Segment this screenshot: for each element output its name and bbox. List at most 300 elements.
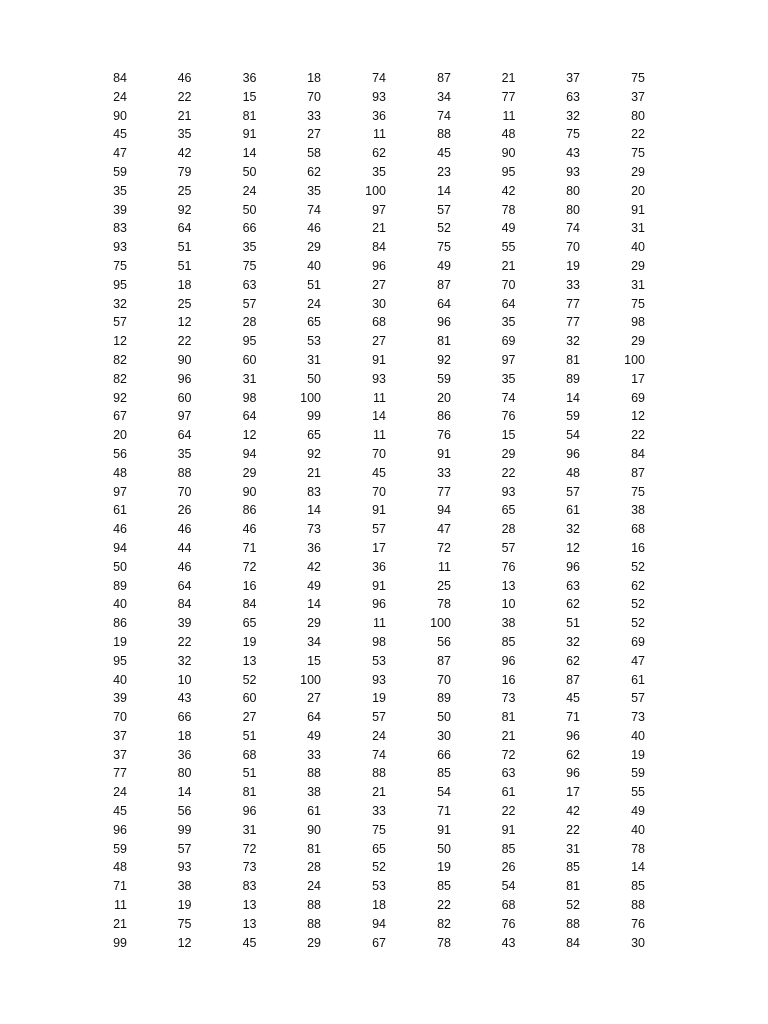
table-cell: 84 <box>242 597 257 612</box>
table-cell: 97 <box>501 352 516 367</box>
table-cell: 10 <box>177 672 192 687</box>
table-cell: 24 <box>307 879 321 894</box>
table-row <box>60 407 660 426</box>
table-cell: 15 <box>501 428 516 443</box>
table-cell: 66 <box>437 747 451 762</box>
table-cell: 93 <box>113 240 127 255</box>
table-cell: 67 <box>372 935 386 950</box>
table-cell: 56 <box>437 634 451 649</box>
table-cell: 57 <box>177 841 192 856</box>
table-cell: 91 <box>437 822 451 837</box>
table-cell: 52 <box>631 616 645 631</box>
table-cell: 69 <box>631 634 645 649</box>
table-cell: 99 <box>177 822 192 837</box>
table-cell: 21 <box>501 71 516 85</box>
table-cell: 21 <box>307 465 321 480</box>
table-cell: 97 <box>177 409 192 424</box>
table-cell: 57 <box>113 315 127 330</box>
table-row <box>60 219 660 238</box>
table-cell: 35 <box>177 446 192 461</box>
table-cell: 76 <box>437 428 451 443</box>
table-cell: 73 <box>631 710 645 725</box>
table-cell: 91 <box>372 352 386 367</box>
table-cell: 51 <box>566 616 580 631</box>
table-cell: 19 <box>242 634 257 649</box>
table-cell: 36 <box>372 108 386 123</box>
table-cell: 68 <box>372 315 386 330</box>
table-cell: 22 <box>631 127 645 142</box>
table-cell: 13 <box>242 653 257 668</box>
table-cell: 74 <box>372 71 386 85</box>
table-cell: 90 <box>113 108 127 123</box>
table-cell: 43 <box>177 691 192 706</box>
table-cell: 36 <box>307 540 321 555</box>
table-cell: 85 <box>501 634 516 649</box>
table-row <box>60 614 660 633</box>
table-cell: 61 <box>307 804 321 819</box>
table-cell: 14 <box>177 785 192 800</box>
table-cell: 88 <box>307 898 321 913</box>
table-cell: 35 <box>307 183 321 198</box>
table-cell: 71 <box>113 879 127 894</box>
table-cell: 66 <box>177 710 192 725</box>
table-row <box>60 708 660 727</box>
table-row <box>60 652 660 671</box>
table-cell: 30 <box>372 296 386 311</box>
table-cell: 76 <box>631 916 645 931</box>
table-cell: 48 <box>566 465 580 480</box>
table-cell: 38 <box>307 785 321 800</box>
table-cell: 18 <box>177 277 192 292</box>
table-cell: 97 <box>113 484 127 499</box>
table-cell: 37 <box>566 71 580 85</box>
table-cell: 27 <box>307 691 321 706</box>
table-cell: 63 <box>566 89 580 104</box>
table-cell: 29 <box>307 616 321 631</box>
table-cell: 88 <box>372 766 386 781</box>
table-cell: 35 <box>501 315 516 330</box>
table-cell: 34 <box>437 89 451 104</box>
table-cell: 52 <box>631 597 645 612</box>
table-row <box>60 877 660 896</box>
table-cell: 91 <box>437 446 451 461</box>
table-cell: 75 <box>113 258 127 273</box>
table-cell: 40 <box>307 258 321 273</box>
table-cell: 100 <box>300 390 321 405</box>
table-cell: 96 <box>372 597 386 612</box>
table-cell: 40 <box>631 240 645 255</box>
table-cell: 29 <box>631 258 645 273</box>
table-cell: 64 <box>437 296 451 311</box>
table-cell: 10 <box>501 597 516 612</box>
table-cell: 16 <box>501 672 516 687</box>
table-cell: 91 <box>372 578 386 593</box>
table-cell: 64 <box>177 428 192 443</box>
table-cell: 21 <box>501 258 516 273</box>
table-cell: 45 <box>372 465 386 480</box>
table-cell: 84 <box>177 597 192 612</box>
table-cell: 80 <box>177 766 192 781</box>
table-cell: 50 <box>307 371 321 386</box>
table-cell: 70 <box>566 240 580 255</box>
table-cell: 74 <box>566 221 580 236</box>
table-cell: 74 <box>501 390 516 405</box>
table-cell: 85 <box>501 841 516 856</box>
table-cell: 29 <box>631 334 645 349</box>
table-cell: 70 <box>372 484 386 499</box>
table-cell: 72 <box>242 559 257 574</box>
table-cell: 88 <box>307 916 321 931</box>
table-cell: 75 <box>631 296 645 311</box>
table-cell: 81 <box>242 785 257 800</box>
table-cell: 14 <box>566 390 580 405</box>
table-cell: 65 <box>242 616 257 631</box>
table-row <box>60 464 660 483</box>
table-cell: 74 <box>372 747 386 762</box>
table-cell: 57 <box>242 296 257 311</box>
table-cell: 69 <box>631 390 645 405</box>
table-cell: 47 <box>631 653 645 668</box>
table-cell: 50 <box>437 841 451 856</box>
table-cell: 96 <box>372 258 386 273</box>
table-cell: 95 <box>501 164 516 179</box>
table-cell: 22 <box>631 428 645 443</box>
table-cell: 61 <box>631 672 645 687</box>
table-cell: 62 <box>566 747 580 762</box>
table-cell: 93 <box>372 371 386 386</box>
table-cell: 93 <box>372 672 386 687</box>
table-row <box>60 125 660 144</box>
table-cell: 27 <box>372 334 386 349</box>
table-cell: 85 <box>437 879 451 894</box>
table-cell: 66 <box>242 221 257 236</box>
table-row <box>60 539 660 558</box>
table-cell: 81 <box>566 352 580 367</box>
table-cell: 11 <box>438 559 451 574</box>
table-cell: 62 <box>566 597 580 612</box>
table-cell: 35 <box>242 240 257 255</box>
table-row <box>60 558 660 577</box>
table-cell: 56 <box>177 804 192 819</box>
table-cell: 83 <box>307 484 321 499</box>
table-cell: 32 <box>566 334 580 349</box>
table-cell: 48 <box>113 860 127 875</box>
table-cell: 15 <box>307 653 321 668</box>
table-cell: 74 <box>307 202 321 217</box>
table-cell: 28 <box>501 522 516 537</box>
table-cell: 61 <box>566 503 580 518</box>
table-row <box>60 633 660 652</box>
table-cell: 93 <box>501 484 516 499</box>
table-cell: 20 <box>631 183 645 198</box>
table-cell: 90 <box>307 822 321 837</box>
table-cell: 14 <box>437 183 451 198</box>
table-row <box>60 577 660 596</box>
table-cell: 19 <box>566 258 580 273</box>
table-cell: 35 <box>372 164 386 179</box>
table-cell: 96 <box>437 315 451 330</box>
table-cell: 92 <box>113 390 127 405</box>
table-cell: 96 <box>177 371 192 386</box>
table-cell: 24 <box>242 183 257 198</box>
table-cell: 59 <box>113 841 127 856</box>
table-cell: 84 <box>631 446 645 461</box>
table-cell: 70 <box>372 446 386 461</box>
table-cell: 14 <box>631 860 645 875</box>
table-cell: 37 <box>113 728 127 743</box>
table-row <box>60 821 660 840</box>
table-cell: 76 <box>501 409 516 424</box>
table-cell: 64 <box>177 221 192 236</box>
table-cell: 22 <box>177 634 192 649</box>
table-cell: 76 <box>501 559 516 574</box>
table-cell: 65 <box>501 503 516 518</box>
table-cell: 46 <box>242 522 257 537</box>
table-cell: 46 <box>177 71 192 85</box>
table-cell: 88 <box>566 916 580 931</box>
table-cell: 57 <box>566 484 580 499</box>
table-row <box>60 313 660 332</box>
table-cell: 52 <box>242 672 257 687</box>
table-cell: 52 <box>372 860 386 875</box>
table-cell: 91 <box>372 503 386 518</box>
table-cell: 26 <box>501 860 516 875</box>
table-row <box>60 727 660 746</box>
table-cell: 40 <box>113 672 127 687</box>
table-cell: 42 <box>501 183 516 198</box>
table-cell: 65 <box>372 841 386 856</box>
table-cell: 89 <box>566 371 580 386</box>
table-cell: 63 <box>242 277 257 292</box>
table-cell: 47 <box>113 146 127 161</box>
table-cell: 35 <box>177 127 192 142</box>
table-cell: 27 <box>372 277 386 292</box>
table-cell: 75 <box>566 127 580 142</box>
table-row <box>60 896 660 915</box>
table-cell: 91 <box>501 822 516 837</box>
table-cell: 80 <box>631 108 645 123</box>
table-cell: 90 <box>177 352 192 367</box>
table-cell: 93 <box>372 89 386 104</box>
table-cell: 18 <box>372 898 386 913</box>
table-cell: 81 <box>437 334 451 349</box>
table-row <box>60 332 660 351</box>
table-cell: 22 <box>501 465 516 480</box>
table-cell: 87 <box>566 672 580 687</box>
table-cell: 72 <box>242 841 257 856</box>
table-row <box>60 764 660 783</box>
table-row <box>60 88 660 107</box>
table-cell: 29 <box>307 240 321 255</box>
table-cell: 59 <box>113 164 127 179</box>
table-cell: 75 <box>437 240 451 255</box>
table-cell: 45 <box>113 804 127 819</box>
table-cell: 91 <box>631 202 645 217</box>
table-cell: 81 <box>242 108 257 123</box>
table-cell: 89 <box>437 691 451 706</box>
table-cell: 77 <box>566 315 580 330</box>
table-cell: 49 <box>437 258 451 273</box>
table-cell: 34 <box>307 634 321 649</box>
table-cell: 32 <box>566 634 580 649</box>
table-cell: 61 <box>501 785 516 800</box>
table-cell: 48 <box>113 465 127 480</box>
table-row <box>60 520 660 539</box>
table-cell: 64 <box>307 710 321 725</box>
table-cell: 50 <box>242 164 257 179</box>
table-cell: 99 <box>307 409 321 424</box>
table-cell: 32 <box>566 108 580 123</box>
table-cell: 93 <box>566 164 580 179</box>
table-cell: 46 <box>177 522 192 537</box>
table-cell: 22 <box>566 822 580 837</box>
table-cell: 12 <box>177 935 192 950</box>
table-row <box>60 389 660 408</box>
table-cell: 29 <box>307 935 321 950</box>
table-cell: 75 <box>631 146 645 161</box>
table-cell: 51 <box>177 240 192 255</box>
table-cell: 28 <box>307 860 321 875</box>
table-cell: 80 <box>566 183 580 198</box>
table-cell: 87 <box>437 71 451 85</box>
table-cell: 86 <box>113 616 127 631</box>
table-cell: 52 <box>631 559 645 574</box>
table-cell: 27 <box>242 710 257 725</box>
table-cell: 57 <box>372 710 386 725</box>
table-cell: 43 <box>501 935 516 950</box>
table-cell: 53 <box>372 653 386 668</box>
table-cell: 83 <box>113 221 127 236</box>
table-cell: 11 <box>502 108 516 123</box>
table-cell: 35 <box>113 183 127 198</box>
table-cell: 78 <box>501 202 516 217</box>
table-cell: 64 <box>242 409 257 424</box>
table-cell: 51 <box>307 277 321 292</box>
table-cell: 14 <box>242 146 257 161</box>
table-cell: 19 <box>631 747 645 762</box>
table-cell: 88 <box>307 766 321 781</box>
table-row <box>60 840 660 859</box>
table-cell: 75 <box>242 258 257 273</box>
table-cell: 31 <box>631 277 645 292</box>
table-cell: 65 <box>307 428 321 443</box>
table-cell: 22 <box>501 804 516 819</box>
table-cell: 25 <box>177 183 192 198</box>
table-cell: 31 <box>631 221 645 236</box>
table-cell: 54 <box>501 879 516 894</box>
table-cell: 24 <box>372 728 386 743</box>
table-cell: 50 <box>242 202 257 217</box>
table-cell: 62 <box>372 146 386 161</box>
table-cell: 52 <box>437 221 451 236</box>
table-cell: 96 <box>566 766 580 781</box>
table-cell: 24 <box>307 296 321 311</box>
table-cell: 90 <box>501 146 516 161</box>
table-cell: 96 <box>566 446 580 461</box>
table-cell: 49 <box>631 804 645 819</box>
table-cell: 73 <box>501 691 516 706</box>
table-cell: 60 <box>177 390 192 405</box>
table-cell: 20 <box>113 428 127 443</box>
table-row <box>60 163 660 182</box>
table-cell: 12 <box>113 334 127 349</box>
table-cell: 88 <box>631 898 645 913</box>
table-cell: 72 <box>437 540 451 555</box>
table-cell: 57 <box>372 522 386 537</box>
table-cell: 62 <box>631 578 645 593</box>
table-cell: 49 <box>501 221 516 236</box>
table-cell: 36 <box>372 559 386 574</box>
table-cell: 86 <box>437 409 451 424</box>
table-cell: 78 <box>631 841 645 856</box>
table-cell: 26 <box>177 503 192 518</box>
table-cell: 81 <box>501 710 516 725</box>
table-row <box>60 144 660 163</box>
table-cell: 14 <box>307 597 321 612</box>
table-cell: 89 <box>113 578 127 593</box>
table-cell: 45 <box>242 935 257 950</box>
table-cell: 30 <box>437 728 451 743</box>
table-cell: 71 <box>566 710 580 725</box>
table-cell: 45 <box>113 127 127 142</box>
table-cell: 64 <box>177 578 192 593</box>
table-cell: 11 <box>373 390 386 405</box>
table-row <box>60 276 660 295</box>
table-cell: 33 <box>372 804 386 819</box>
number-table <box>60 69 660 952</box>
table-cell: 20 <box>437 390 451 405</box>
table-row <box>60 69 660 88</box>
table-cell: 92 <box>177 202 192 217</box>
table-cell: 95 <box>113 653 127 668</box>
table-cell: 70 <box>501 277 516 292</box>
table-cell: 96 <box>113 822 127 837</box>
table-cell: 94 <box>372 916 386 931</box>
table-cell: 94 <box>113 540 127 555</box>
table-cell: 96 <box>501 653 516 668</box>
table-cell: 38 <box>177 879 192 894</box>
table-cell: 70 <box>437 672 451 687</box>
table-cell: 96 <box>242 804 257 819</box>
table-cell: 38 <box>631 503 645 518</box>
table-cell: 77 <box>501 89 516 104</box>
table-cell: 99 <box>113 935 127 950</box>
table-cell: 29 <box>242 465 257 480</box>
table-cell: 17 <box>372 540 386 555</box>
table-cell: 21 <box>372 221 386 236</box>
table-cell: 57 <box>501 540 516 555</box>
table-cell: 39 <box>177 616 192 631</box>
table-cell: 70 <box>307 89 321 104</box>
table-cell: 100 <box>365 183 386 198</box>
table-cell: 72 <box>501 747 516 762</box>
table-cell: 32 <box>566 522 580 537</box>
table-cell: 22 <box>177 89 192 104</box>
table-cell: 97 <box>372 202 386 217</box>
table-cell: 33 <box>437 465 451 480</box>
table-cell: 51 <box>177 258 192 273</box>
table-cell: 76 <box>501 916 516 931</box>
table-cell: 12 <box>177 315 192 330</box>
table-cell: 88 <box>437 127 451 142</box>
table-row <box>60 107 660 126</box>
table-cell: 32 <box>177 653 192 668</box>
table-cell: 42 <box>566 804 580 819</box>
table-cell: 83 <box>242 879 257 894</box>
table-cell: 16 <box>631 540 645 555</box>
table-cell: 19 <box>177 898 192 913</box>
table-cell: 88 <box>177 465 192 480</box>
